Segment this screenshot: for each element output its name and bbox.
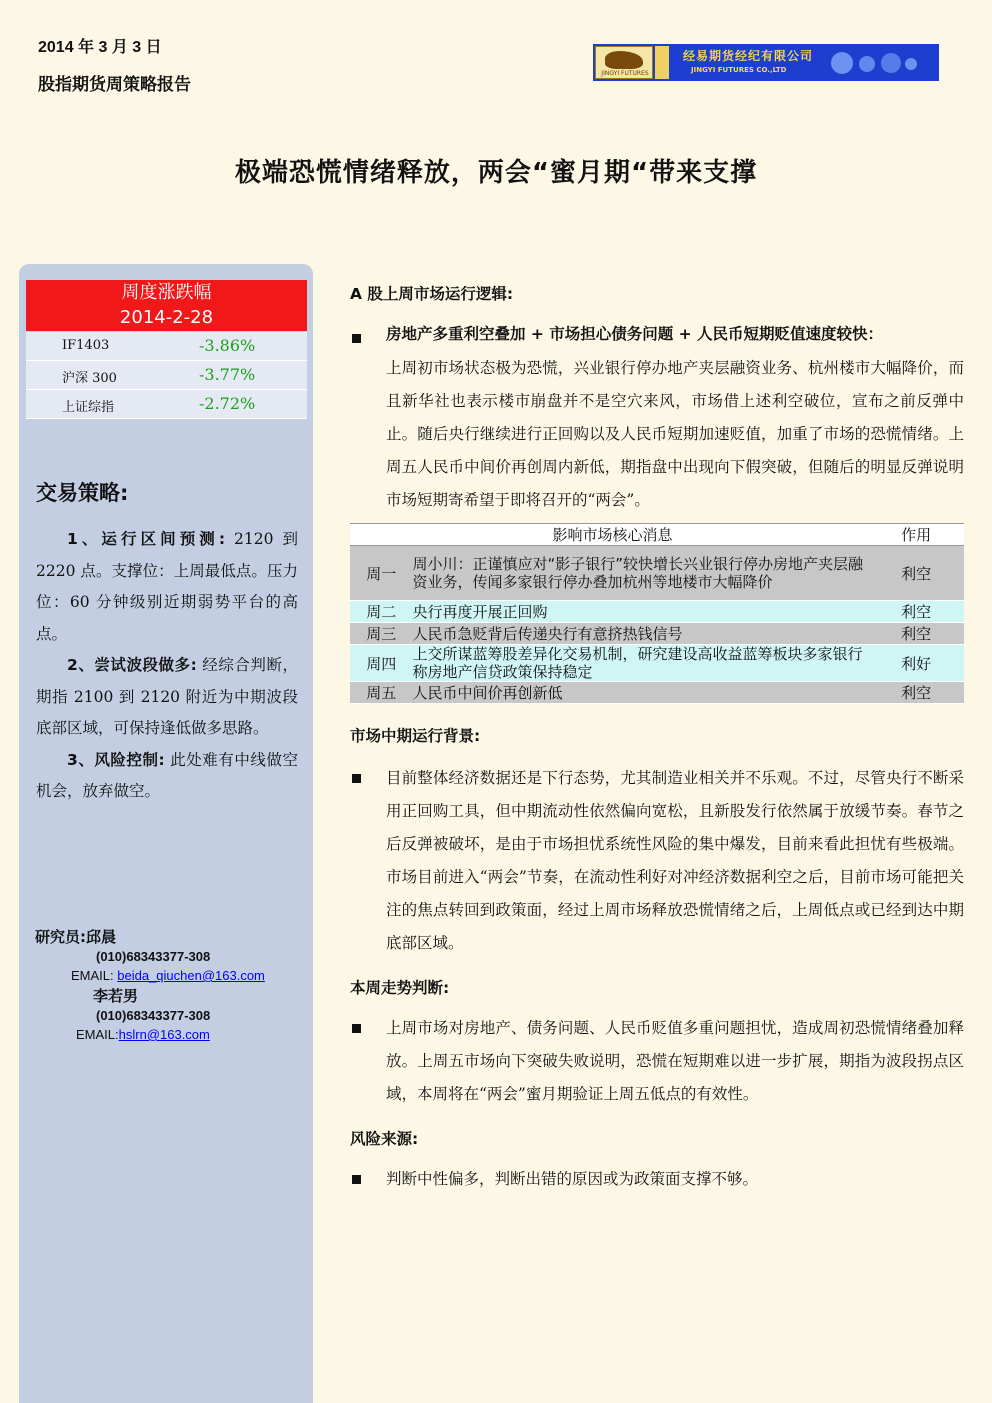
- researcher-phone: (010)68343377-308: [96, 1008, 211, 1023]
- table-cell-effect: 利空: [868, 623, 964, 645]
- perf-value: -3.86%: [199, 336, 256, 355]
- sidebar: [19, 264, 313, 1403]
- table-cell-msg: 人民币急贬背后传递央行有意挤热钱信号: [413, 623, 869, 645]
- logo-company-cn: 经易期货经纪有限公司: [683, 49, 814, 63]
- bullet-square-icon: [352, 774, 361, 783]
- perf-title: 周度涨跌幅: [121, 282, 212, 303]
- perf-name: IF1403: [62, 338, 110, 353]
- table-row: [350, 623, 964, 645]
- table-cell-day: 周四: [350, 645, 413, 682]
- report-date: 2014 年 3 月 3 日: [38, 39, 162, 56]
- researcher-name: 李若男: [93, 987, 139, 1005]
- perf-row: [26, 390, 307, 419]
- table-header-msg: 影响市场核心消息: [413, 524, 869, 546]
- section-title: 风险来源:: [350, 1130, 419, 1148]
- bullet-item: 上周市场对房地产、债务问题、人民币贬值多重问题担忧，造成周初恐慌情绪叠加释放。上周五市场向下突破失败说明，恐慌在短期难以进一步扩展，期指为波段拐点区域，本周将在“两会”蜜月期验证上周五低点的有效性。: [350, 1012, 964, 1111]
- perf-value: -2.72%: [199, 394, 256, 413]
- perf-name: 上证综指: [62, 400, 115, 415]
- researcher-name: 邱晨: [86, 928, 117, 946]
- section-title: A 股上周市场运行逻辑:: [350, 285, 514, 303]
- strategy-body: [36, 524, 298, 808]
- table-cell-effect: 利空: [868, 546, 964, 601]
- table-cell-effect: 利空: [868, 601, 964, 623]
- table-cell-day: 周五: [350, 682, 413, 704]
- researcher-email-link[interactable]: beida_qiuchen@163.com: [117, 968, 265, 983]
- main-content: [350, 282, 964, 1196]
- bullet-item: 房地产多重利空叠加 + 市场担心债务问题 + 人民币短期贬值速度较快：: [350, 322, 964, 344]
- table-cell-day: 周一: [350, 546, 413, 601]
- researcher-phone: (010)68343377-308: [96, 949, 211, 964]
- perf-name: 沪深 300: [62, 371, 117, 386]
- strategy-title: 交易策略:: [36, 481, 129, 505]
- company-logo: [593, 44, 939, 81]
- table-header-row: [350, 524, 964, 546]
- table-row: [350, 546, 964, 601]
- logo-company-en: JINGYI FUTURES CO.,LTD: [691, 66, 787, 74]
- table-cell-msg: 周小川：正谨慎应对“影子银行”较快增长兴业银行停办房地产夹层融资业务，传闻多家银行停办叠加杭州等地楼市大幅降价: [413, 546, 869, 601]
- strategy-item: 1、运行区间预测: 2120 到 2220 点。支撑位：上周最低点。压力位：60 分钟级别近期弱势平台的高点。: [36, 530, 298, 643]
- table-row: [350, 601, 964, 623]
- news-table: [350, 523, 964, 704]
- strategy-item: 3、风险控制: 此处难有中线做空机会，放弃做空。: [36, 750, 298, 800]
- researcher-email-link[interactable]: hslrn@163.com: [118, 1027, 210, 1042]
- table-row: [350, 645, 964, 682]
- bullet-square-icon: [352, 1024, 361, 1033]
- table-cell-msg: 央行再度开展正回购: [413, 601, 869, 623]
- table-cell-effect: 利空: [868, 682, 964, 704]
- section-title: 本周走势判断:: [350, 979, 450, 997]
- perf-value: -3.77%: [199, 365, 256, 384]
- researcher-info: [35, 926, 265, 1044]
- bull-emblem-icon: JINGYI FUTURES: [595, 46, 653, 79]
- perf-row: [26, 361, 307, 390]
- table-cell-day: 周三: [350, 623, 413, 645]
- table-cell-effect: 利好: [868, 645, 964, 682]
- table-cell-day: 周二: [350, 601, 413, 623]
- researcher-label: 研究员:: [35, 928, 86, 946]
- bullet-square-icon: [352, 334, 361, 343]
- weekly-change-header: [26, 280, 307, 331]
- table-header-effect: 作用: [868, 524, 964, 546]
- perf-row: [26, 332, 307, 361]
- paragraph: 上周初市场状态极为恐慌，兴业银行停办地产夹层融资业务、杭州楼市大幅降价，而且新华社也表示楼市崩盘并不是空穴来风，市场借上述利空破位，宣布之前反弹中止。随后央行继续进行正回购以及人民币短期加速贬值，加重了市场的恐慌情绪。上周五人民币中间价再创周内新低，期指盘中出现向下假突破，但随后的明显反弹说明市场短期寄希望于即将召开的“两会”。: [386, 359, 964, 509]
- headline: 极端恐慌情绪释放，两会“蜜月期“带来支撑: [234, 158, 758, 188]
- report-type: 股指期货周策略报告: [38, 75, 191, 95]
- bullet-square-icon: [352, 1175, 361, 1184]
- table-cell-msg: 人民币中间价再创新低: [413, 682, 869, 704]
- email-label: EMAIL:: [76, 1027, 119, 1042]
- bullet-item: 目前整体经济数据还是下行态势，尤其制造业相关并不乐观。不过，尽管央行不断采用正回购工具，但中期流动性依然偏向宽松，且新股发行依然属于放缓节奏。春节之后反弹被破坏，是由于市场担忧系统性风险的集中爆发，目前来看此担忧有些极端。市场目前进入“两会”节奏，在流动性利好对冲经济数据利空之后，目前市场可能把关注的焦点转回到政策面，经过上周市场释放恐慌情绪之后，上周低点或已经到达中期底部区域。: [350, 762, 964, 960]
- strategy-item: 2、尝试波段做多: 经综合判断，期指 2100 到 2120 附近为中期波段底部区域，可保持逢低做多思路。: [36, 656, 299, 737]
- table-row: [350, 682, 964, 704]
- logo-decoration-icon: [825, 50, 925, 76]
- section-title: 市场中期运行背景:: [350, 727, 481, 745]
- table-cell-msg: 上交所谋蓝筹股差异化交易机制，研究建设高收益蓝筹板块多家银行称房地产信贷政策保持稳定: [413, 645, 869, 682]
- perf-date: 2014-2-28: [119, 307, 214, 328]
- email-label: EMAIL:: [71, 968, 114, 983]
- bullet-item: 判断中性偏多，判断出错的原因或为政策面支撑不够。: [350, 1163, 964, 1196]
